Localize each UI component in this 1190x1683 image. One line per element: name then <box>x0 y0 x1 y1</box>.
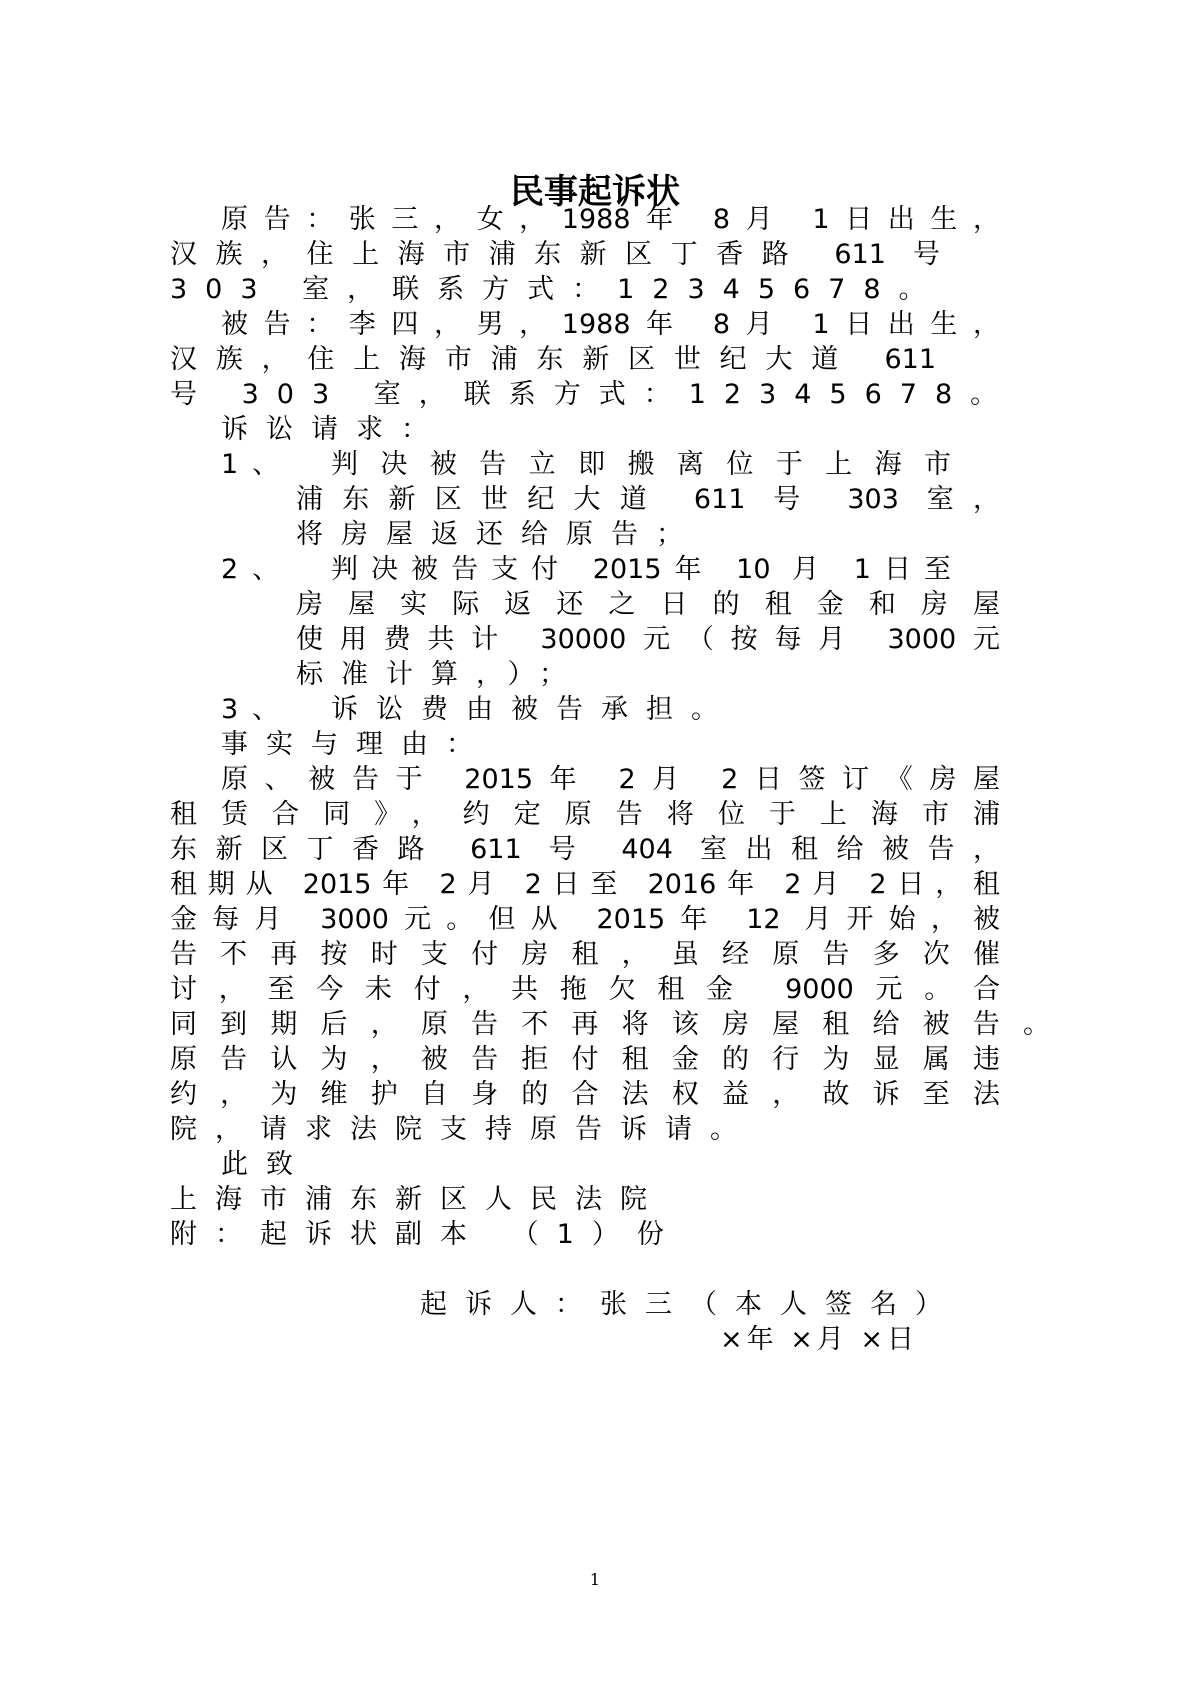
claim-item-3 <box>221 691 1001 729</box>
salutation: 此致 <box>221 1149 311 1180</box>
facts-line: 租期从 2015年 2月 2日至 2016年 2月 2日，租 <box>170 869 1000 900</box>
facts-line: 金每月 3000元。但从 2015年 12 月开始，被 <box>170 904 1000 935</box>
facts-line: 东新区丁香路 611 号 404 室出租给被告， <box>170 834 1000 865</box>
signer-line: 起诉人：张三（本人签名） <box>420 1289 960 1320</box>
court-name: 上海市浦东新区人民法院 <box>170 1184 665 1215</box>
defendant-line-3: 号 303 室，联系方式：12345678。 <box>170 379 1016 410</box>
claim-number: 3、 <box>221 694 294 725</box>
claim-number: 2、 <box>221 554 294 585</box>
facts-line: 租赁合同》，约定原告将位于上海市浦 <box>170 799 1000 830</box>
facts-heading: 事实与理由： <box>221 729 491 760</box>
plaintiff-line-3: 303 室，联系方式：12345678。 <box>170 274 944 305</box>
claim-text: 房屋实际返还之日的租金和房屋 <box>296 589 1000 620</box>
defendant-line-2: 汉族，住上海市浦东新区世纪大道 611 <box>170 344 936 375</box>
claim-text: 判决被告立即搬离位于上海市 <box>331 449 951 480</box>
claim-text: 标准计算，）； <box>296 659 584 690</box>
plaintiff-line-2: 汉族，住上海市浦东新区丁香路 611 号 <box>170 239 940 270</box>
facts-line: 约，为维护自身的合法权益，故诉至法 <box>170 1079 1000 1110</box>
page-number: 1 <box>589 1570 601 1589</box>
claim-text: 使用费共计 30000元（按每月 3000元 <box>296 624 1000 655</box>
claim-text: 判决被告支付 2015年 10 月 1日至 <box>331 554 951 585</box>
claim-text: 诉讼费由被告承担。 <box>331 694 736 725</box>
claim-number: 1、 <box>221 449 294 480</box>
defendant-line-1: 被告：李四，男，1988年 8月 1日出生， <box>221 309 1000 340</box>
facts-line: 告不再按时支付房租，虽经原告多次催 <box>170 939 1000 970</box>
facts-line: 原告认为，被告拒付租金的行为显属违 <box>170 1044 1000 1075</box>
attachment-note: 附：起诉状副本 （1）份 <box>170 1219 682 1250</box>
plaintiff-line-1: 原告：张三，女，1988年 8月 1日出生， <box>221 204 1000 235</box>
claim-text: 将房屋返还给原告； <box>296 519 701 550</box>
claims-heading: 诉讼请求： <box>221 414 446 445</box>
facts-line: 讨，至今未付，共拖欠租金 9000元。合 <box>170 974 1000 1005</box>
facts-line: 同到期后，原告不再将该房屋租给被告。 <box>170 1009 1050 1040</box>
claim-text: 浦东新区世纪大道 611 号 303 室， <box>296 484 1000 515</box>
claim-item-1 <box>221 446 1001 484</box>
facts-line: 原、被告于 2015年 2月 2日签订《房屋 <box>221 764 1000 795</box>
facts-line: 院，请求法院支持原告诉请。 <box>170 1114 755 1145</box>
claim-item-2 <box>221 551 1001 589</box>
document-title: 民事起诉状 <box>510 172 680 212</box>
date-line: ×年 ×月 ×日 <box>720 1324 919 1355</box>
